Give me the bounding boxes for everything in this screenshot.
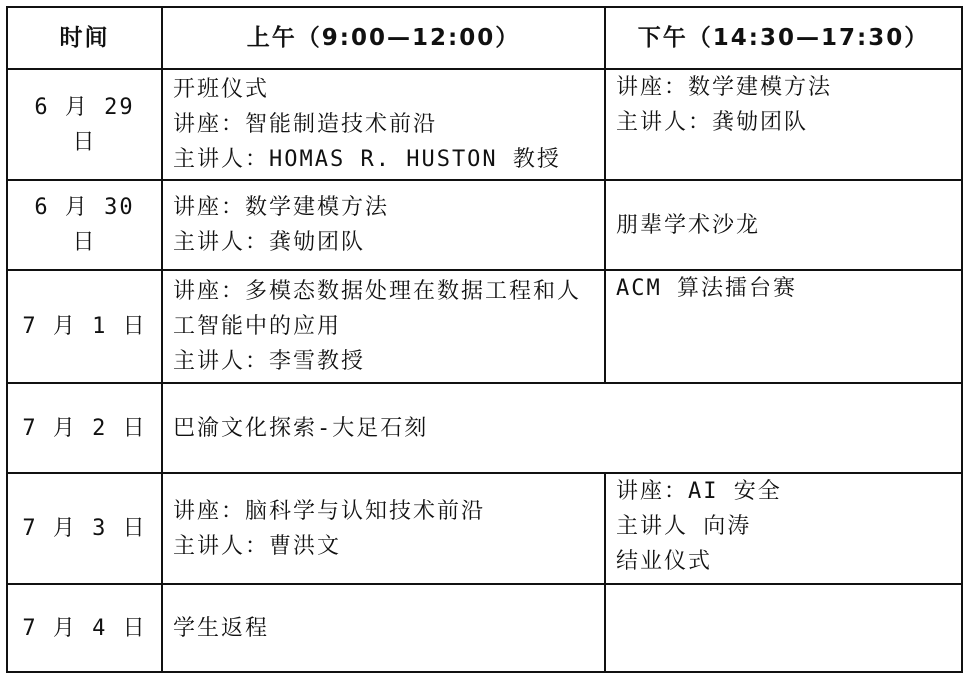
- cell-line: 结业仪式: [616, 549, 713, 574]
- afternoon-cell: [605, 270, 962, 383]
- cell-line: 讲座：智能制造技术前沿: [173, 112, 438, 137]
- header-row: [7, 7, 962, 69]
- table-row: [7, 383, 962, 473]
- table-row: [7, 69, 962, 180]
- date-cell: 7 月 1 日: [7, 270, 162, 383]
- header-time: 时间: [7, 7, 162, 69]
- cell-line: 主讲人：龚劬团队: [616, 110, 809, 135]
- cell-line: 主讲人：李雪教授: [173, 349, 366, 374]
- cell-line: 讲座：脑科学与认知技术前沿: [173, 498, 486, 524]
- date-cell: 6 月 29 日: [7, 69, 162, 180]
- cell-line: 主讲人：HOMAS R. HUSTON 教授: [173, 147, 561, 172]
- cell-line: 讲座：AI 安全: [616, 479, 782, 504]
- header-morning: 上午（9:00—12:00）: [162, 7, 605, 69]
- cell-line: 主讲人：龚劬团队: [173, 230, 366, 255]
- afternoon-cell: [605, 473, 962, 584]
- morning-cell: [162, 584, 605, 672]
- morning-cell: [162, 270, 605, 383]
- afternoon-cell-empty: [605, 584, 962, 672]
- morning-cell: [162, 69, 605, 180]
- cell-line: ACM 算法擂台赛: [616, 276, 797, 301]
- header-afternoon: 下午（14:30—17:30）: [605, 7, 962, 69]
- morning-cell: [162, 473, 605, 584]
- cell-line: 朋辈学术沙龙: [616, 212, 761, 238]
- table-row: [7, 473, 962, 584]
- cell-line: 讲座：多模态数据处理在数据工程和人工智能中的应用: [173, 279, 582, 339]
- cell-line: 开班仪式: [173, 77, 270, 102]
- date-cell: 7 月 2 日: [7, 383, 162, 473]
- cell-line: 学生返程: [173, 615, 270, 641]
- morning-cell: [162, 180, 605, 270]
- afternoon-cell: [605, 69, 962, 180]
- cell-line: 巴渝文化探索-大足石刻: [173, 415, 429, 441]
- date-cell: 6 月 30 日: [7, 180, 162, 270]
- full-day-cell: [162, 383, 962, 473]
- date-cell: 7 月 4 日: [7, 584, 162, 672]
- schedule-table: [6, 6, 963, 673]
- table-row: [7, 180, 962, 270]
- cell-line: 主讲人 向涛: [616, 514, 752, 539]
- cell-line: 讲座：数学建模方法: [173, 195, 390, 220]
- cell-line: 主讲人：曹洪文: [173, 533, 342, 559]
- table-row: [7, 584, 962, 672]
- table-row: [7, 270, 962, 383]
- date-cell: 7 月 3 日: [7, 473, 162, 584]
- afternoon-cell: [605, 180, 962, 270]
- cell-line: 讲座：数学建模方法: [616, 75, 833, 100]
